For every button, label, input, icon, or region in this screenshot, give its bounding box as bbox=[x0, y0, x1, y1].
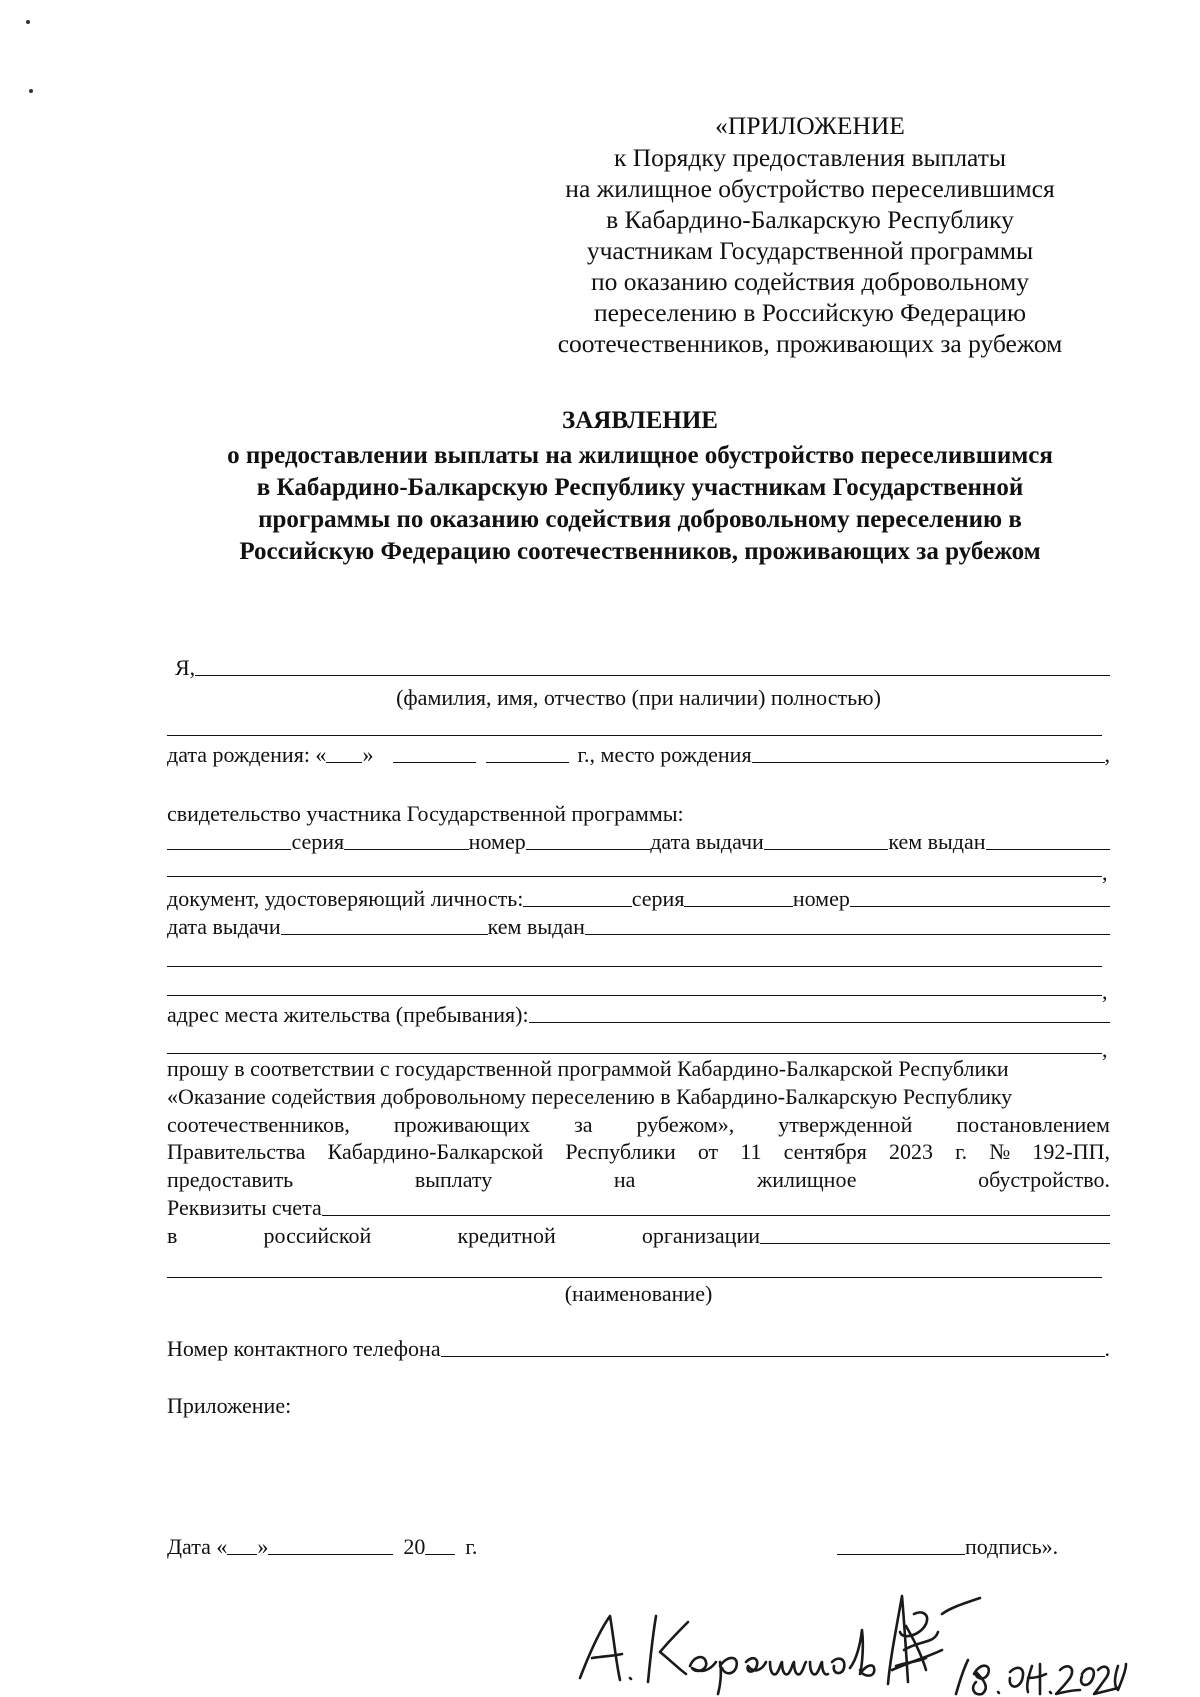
appendix-line: к Порядку предоставления выплаты bbox=[614, 143, 1006, 172]
appendix-title: «ПРИЛОЖЕНИЕ bbox=[715, 111, 905, 140]
title-heading: ЗАЯВЛЕНИЕ bbox=[562, 407, 718, 434]
address-field[interactable] bbox=[529, 1021, 1110, 1023]
birth-year-field[interactable] bbox=[486, 761, 569, 763]
fio-caption: (фамилия, имя, отчество (при наличии) полностью) bbox=[396, 685, 881, 710]
attachment-label: Приложение: bbox=[167, 1393, 292, 1418]
address-label: адрес места жительства (пребывания): bbox=[167, 1002, 529, 1027]
id-number-field[interactable] bbox=[850, 905, 1110, 907]
comma: , bbox=[1102, 979, 1108, 1004]
id-issue-date-field[interactable] bbox=[281, 933, 488, 935]
signature-label: подпись». bbox=[965, 1534, 1059, 1559]
id-document-field[interactable] bbox=[523, 905, 631, 907]
certificate-continuation-line[interactable] bbox=[167, 876, 1102, 877]
quote-close: » bbox=[362, 742, 374, 767]
certificate-row bbox=[167, 831, 1110, 853]
certificate-field[interactable] bbox=[167, 848, 291, 850]
id-issuer-field[interactable] bbox=[585, 933, 1110, 935]
title-line: Российскую Федерацию соотечественников, проживающих за рубежом bbox=[239, 538, 1041, 565]
century: 20 bbox=[403, 1534, 426, 1559]
request-line: соотечественников, проживающих за рубежом», утвержденной постановлением bbox=[167, 1112, 1110, 1137]
address-continuation-line[interactable] bbox=[167, 1053, 1102, 1054]
issue-date-label: дата выдачи bbox=[650, 829, 764, 854]
i-label: Я, bbox=[175, 655, 196, 680]
fio-row bbox=[167, 657, 1110, 679]
series-label: серия bbox=[291, 829, 345, 854]
bank-caption: (наименование) bbox=[564, 1281, 713, 1306]
request-line: прошу в соответствии с государственной программой Кабардино-Балкарской Республики bbox=[167, 1056, 1009, 1081]
phone-label: Номер контактного телефона bbox=[167, 1336, 441, 1361]
certificate-series-field[interactable] bbox=[344, 848, 468, 850]
id-issue-row bbox=[167, 916, 1110, 938]
id-series-field[interactable] bbox=[684, 905, 792, 907]
bank-field[interactable] bbox=[760, 1242, 1110, 1244]
birth-place-label: г., место рождения bbox=[577, 742, 752, 767]
id-continuation-line[interactable] bbox=[167, 966, 1102, 967]
appendix-line: соотечественников, проживающих за рубежом bbox=[557, 329, 1063, 358]
date-day-field[interactable] bbox=[227, 1553, 257, 1555]
certificate-date-field[interactable] bbox=[764, 848, 888, 850]
number-label: номер bbox=[468, 829, 526, 854]
scan-speck bbox=[26, 20, 30, 24]
scan-speck bbox=[29, 89, 33, 93]
date-year-field[interactable] bbox=[425, 1553, 455, 1555]
number-label: номер bbox=[792, 886, 850, 911]
request-line: Правительства Кабардино-Балкарской Республики от 11 сентября 2023 г. № 192-ПП, bbox=[167, 1139, 1110, 1164]
request-line: предоставить выплату на жилищное обустройство. bbox=[167, 1167, 1110, 1192]
date-month-field[interactable] bbox=[268, 1553, 393, 1555]
certificate-label: свидетельство участника Государственной программы: bbox=[167, 801, 684, 826]
id-document-row bbox=[167, 888, 1110, 910]
birth-day-field[interactable] bbox=[326, 761, 362, 763]
date-row bbox=[167, 1536, 477, 1558]
bank-word: организации bbox=[641, 1223, 761, 1248]
issued-by-label: кем выдан bbox=[487, 914, 585, 939]
signature-field[interactable] bbox=[837, 1553, 965, 1555]
certificate-number-field[interactable] bbox=[526, 848, 650, 850]
birth-month-field[interactable] bbox=[393, 761, 476, 763]
issued-by-label: кем выдан bbox=[888, 829, 986, 854]
issue-date-label: дата выдачи bbox=[167, 914, 281, 939]
bank-word: российской bbox=[263, 1223, 372, 1248]
comma: , bbox=[1102, 860, 1108, 885]
bank-word: в bbox=[167, 1223, 178, 1248]
period: . bbox=[1104, 1336, 1110, 1361]
date-label: Дата « bbox=[167, 1534, 228, 1559]
account-label: Реквизиты счета bbox=[167, 1195, 322, 1220]
id-document-label: документ, удостоверяющий личность: bbox=[167, 886, 524, 911]
birth-place-field[interactable] bbox=[752, 761, 1105, 763]
quote-close: » bbox=[257, 1534, 269, 1559]
title-line: о предоставлении выплаты на жилищное обустройство переселившимся bbox=[227, 442, 1053, 469]
appendix-line: по оказанию содействия добровольному bbox=[590, 267, 1030, 296]
appendix-line: в Кабардино-Балкарскую Республику bbox=[606, 205, 1014, 234]
appendix-line: переселению в Российскую Федерацию bbox=[593, 298, 1026, 327]
phone-field[interactable] bbox=[441, 1355, 1105, 1357]
comma: , bbox=[1102, 1037, 1108, 1062]
fio-continuation-line[interactable] bbox=[167, 735, 1102, 736]
account-field[interactable] bbox=[322, 1214, 1110, 1216]
birth-row bbox=[167, 744, 1110, 766]
phone-row bbox=[167, 1338, 1110, 1360]
request-line: «Оказание содействия добровольному переселению в Кабардино-Балкарскую Республику bbox=[167, 1084, 1013, 1109]
address-row bbox=[167, 1004, 1110, 1026]
year-mark: г. bbox=[465, 1534, 478, 1559]
series-label: серия bbox=[631, 886, 685, 911]
signature-row bbox=[837, 1536, 1058, 1558]
account-row bbox=[167, 1197, 1110, 1219]
bank-continuation-line[interactable] bbox=[167, 1277, 1102, 1278]
comma: , bbox=[1104, 742, 1110, 767]
title-line: программы по оказанию содействия добровольному переселению в bbox=[258, 506, 1022, 533]
certificate-issuer-field[interactable] bbox=[986, 848, 1110, 850]
appendix-line: на жилищное обустройство переселившимся bbox=[565, 174, 1055, 203]
id-continuation-line[interactable] bbox=[167, 995, 1102, 996]
handwritten-signature bbox=[570, 1570, 1130, 1697]
title-line: в Кабардино-Балкарскую Республику участникам Государственной bbox=[256, 474, 1024, 501]
bank-row bbox=[167, 1225, 1110, 1247]
bank-word: кредитной bbox=[457, 1223, 556, 1248]
birth-date-label: дата рождения: « bbox=[167, 742, 327, 767]
appendix-line: участникам Государственной программы bbox=[586, 236, 1034, 265]
fio-field[interactable] bbox=[195, 674, 1110, 676]
